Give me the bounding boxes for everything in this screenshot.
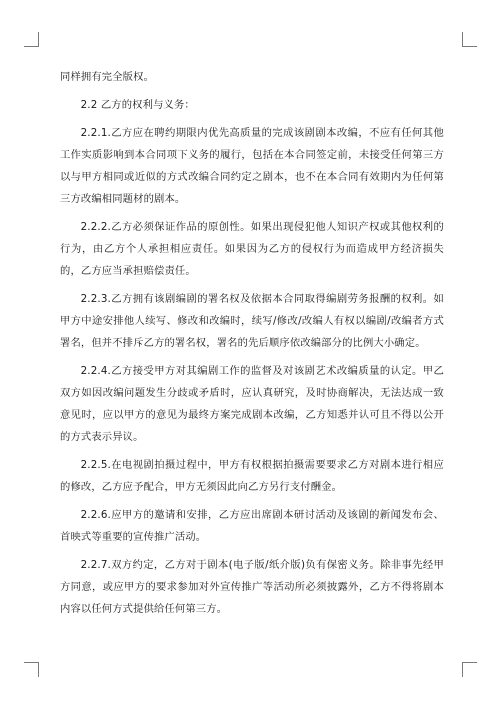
clause-2-2-3: 2.2.3.乙方拥有该剧编剧的署名权及依据本合同取得编剧劳务报酬的权利。如甲方中途安排他人续写、修改和改编时，续写/修改/改编人有权以编剧/改编者方式署名，但并不排斥乙方的署名权，署名的先后顺序依改编部分的比例大小确定。 bbox=[60, 293, 444, 349]
clause-2-2-2: 2.2.2.乙方必须保证作品的原创性。如果出现侵犯他人知识产权或其他权利的行为，由乙方个人承担相应责任。如果因为乙方的侵权行为而造成甲方经济损失的，乙方应当承担赔偿责任。 bbox=[60, 221, 444, 277]
clause-2-2-7: 2.2.7.双方约定，乙方对于剧本(电子版/纸介版)负有保密义务。除非事先经甲方同意，或应甲方的要求参加对外宣传推广等活动所必须披露外，乙方不得将剧本内容以任何方式提供给任何第三方。 bbox=[60, 559, 444, 615]
clause-2-2-4: 2.2.4.乙方接受甲方对其编剧工作的监督及对该剧艺术改编质量的认定。甲乙双方如因改编问题发生分歧或矛盾时，应认真研究，及时协商解决，无法达成一致意见时，应以甲方的意见为最终方案完成剧本改编，乙方知悉并认可且不得以公开的方式表示异议。 bbox=[60, 365, 444, 443]
paragraph-continuation: 同样拥有完全版权。 bbox=[60, 71, 155, 83]
crop-mark-bottom-left bbox=[24, 662, 39, 677]
clause-2-2-5: 2.2.5.在电视剧拍摄过程中，甲方有权根据拍摄需要要求乙方对剧本进行相应的修改，乙方应予配合，甲方无须因此向乙方另行支付酬金。 bbox=[60, 459, 444, 493]
document-body bbox=[60, 66, 444, 626]
section-heading-2-2: 2.2 乙方的权利与义务： bbox=[80, 99, 195, 111]
crop-mark-top-right bbox=[462, 32, 477, 47]
crop-mark-top-left bbox=[24, 32, 39, 47]
clause-2-2-6: 2.2.6.应甲方的邀请和安排，乙方应出席剧本研讨活动及该剧的新闻发布会、首映式等重要的宣传推广活动。 bbox=[60, 509, 444, 543]
crop-mark-bottom-right bbox=[462, 662, 477, 677]
clause-2-2-1: 2.2.1.乙方应在聘约期限内优先高质量的完成该剧剧本改编，不应有任何其他工作实质影响到本合同项下义务的履行，包括在本合同签定前，未接受任何第三方以与甲方相同或近似的方式改编合同约定之剧本，也不在本合同有效期内为任何第三方改编相同题材的剧本。 bbox=[60, 127, 444, 205]
